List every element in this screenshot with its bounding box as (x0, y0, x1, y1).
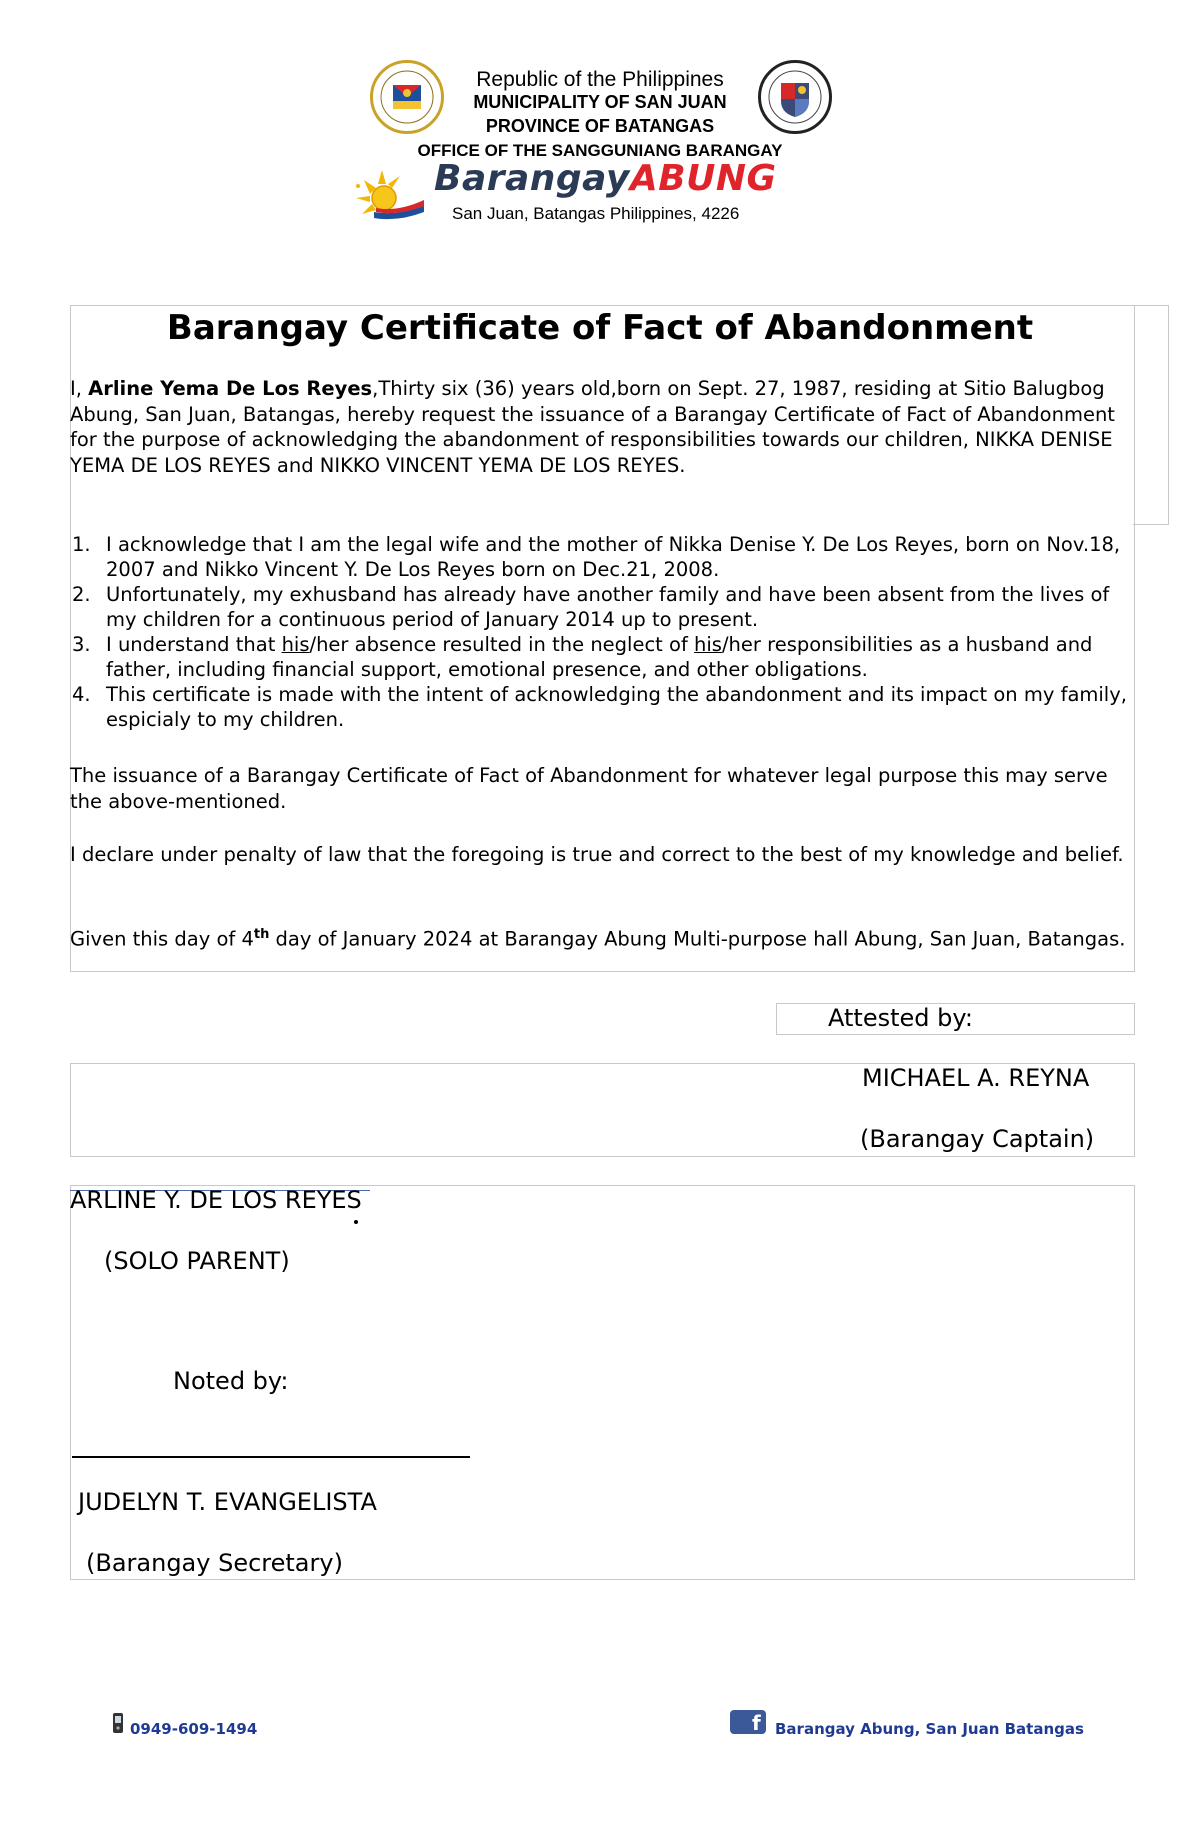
phone-icon (112, 1712, 124, 1734)
footer-facebook: Barangay Abung, San Juan Batangas (775, 1720, 1084, 1738)
secretary-name: JUDELYN T. EVANGELISTA (78, 1488, 377, 1516)
list-text: Unfortunately, my exhusband has already have another family and have been absent from the lives of my children for a continuous period of January 2014 up to present. (106, 583, 1110, 631)
his-underlined: his (281, 633, 310, 656)
list-item (70, 532, 1135, 582)
header-address: San Juan, Batangas Philippines, 4226 (452, 204, 740, 223)
intro-prefix: I, (70, 377, 89, 400)
list-number: 2. (72, 583, 91, 606)
sun-logo (352, 166, 432, 226)
declaration-paragraph: I declare under penalty of law that the foregoing is true and correct to the best of my knowledge and belief. (70, 843, 1124, 866)
footer-phone: 0949-609-1494 (130, 1720, 258, 1738)
his-underlined: his (694, 633, 722, 656)
intro-rest: ,Thirty six (36) years old,born on Sept. 27, 1987, residing at Sitio Balugbog Abung, San Juan, Batangas, hereby request the issuance of a Barangay Certificate of Fact of Abandonment for the purpose of acknowledging the abandonment of responsibilities towards our children, NIKKA DENISE YEMA DE LOS REYES and NIKKO VINCENT YEMA DE LOS REYES. (70, 377, 1115, 477)
intro-paragraph (70, 376, 1135, 478)
list-item (70, 632, 1135, 682)
given-paragraph (70, 922, 1135, 952)
brand-part1: Barangay (434, 158, 630, 199)
certificate-title: Barangay Certificate of Fact of Abandonment (166, 308, 1034, 348)
list-number: 4. (72, 683, 91, 706)
dot-mark (354, 1220, 358, 1224)
header-province: PROVINCE OF BATANGAS (485, 116, 715, 136)
applicant-title: (SOLO PARENT) (104, 1247, 290, 1275)
purpose-paragraph: The issuance of a Barangay Certificate of Fact of Abandonment for whatever legal purpose this may serve the above-mentioned. (70, 764, 1108, 813)
noted-label: Noted by: (173, 1367, 289, 1395)
list-item (70, 582, 1135, 632)
header-republic: Republic of the Philippines (476, 68, 724, 91)
list-number: 1. (72, 533, 91, 556)
barangay-brand-name (434, 158, 777, 199)
list-item (70, 682, 1135, 732)
given-sup: th (253, 927, 270, 942)
list-text-b: /her absence resulted in the neglect of (309, 633, 695, 656)
list-number: 3. (72, 633, 91, 656)
facebook-icon (730, 1710, 766, 1734)
list-text-a: I understand that (106, 633, 282, 656)
captain-title: (Barangay Captain) (860, 1125, 1095, 1153)
attested-label: Attested by: (828, 1004, 973, 1032)
given-b: day of January 2024 at Barangay Abung Multi-purpose hall Abung, San Juan, Batangas. (269, 927, 1126, 951)
list-text: I acknowledge that I am the legal wife and the mother of Nikka Denise Y. De Los Reyes, born on Nov.18, 2007 and Nikko Vincent Y. De Los Reyes born on Dec.21, 2008. (106, 533, 1121, 581)
list-text-c: /her responsibilities as a husband and father, including financial support, emotional presence, and other obligations. (106, 633, 1093, 681)
brand-part2: ABUNG (629, 158, 777, 199)
secretary-signature-line (72, 1456, 470, 1458)
given-a: Given this day of 4 (70, 927, 254, 951)
header-municipality: MUNICIPALITY OF SAN JUAN (473, 92, 727, 112)
header-office: OFFICE OF THE SANGGUNIANG BARANGAY (417, 141, 783, 160)
applicant-name: ARLINE Y. DE LOS REYES (70, 1186, 362, 1214)
certificate-body-frame-right (1133, 305, 1169, 525)
captain-name: MICHAEL A. REYNA (862, 1064, 1090, 1092)
applicant-name-bold: Arline Yema De Los Reyes (88, 377, 373, 400)
secretary-title: (Barangay Secretary) (86, 1549, 343, 1577)
svg-text:f: f (752, 1711, 761, 1734)
acknowledgement-list (70, 532, 1135, 732)
list-text: This certificate is made with the intent of acknowledging the abandonment and its impact on my family, espicialy to my children. (106, 683, 1127, 731)
